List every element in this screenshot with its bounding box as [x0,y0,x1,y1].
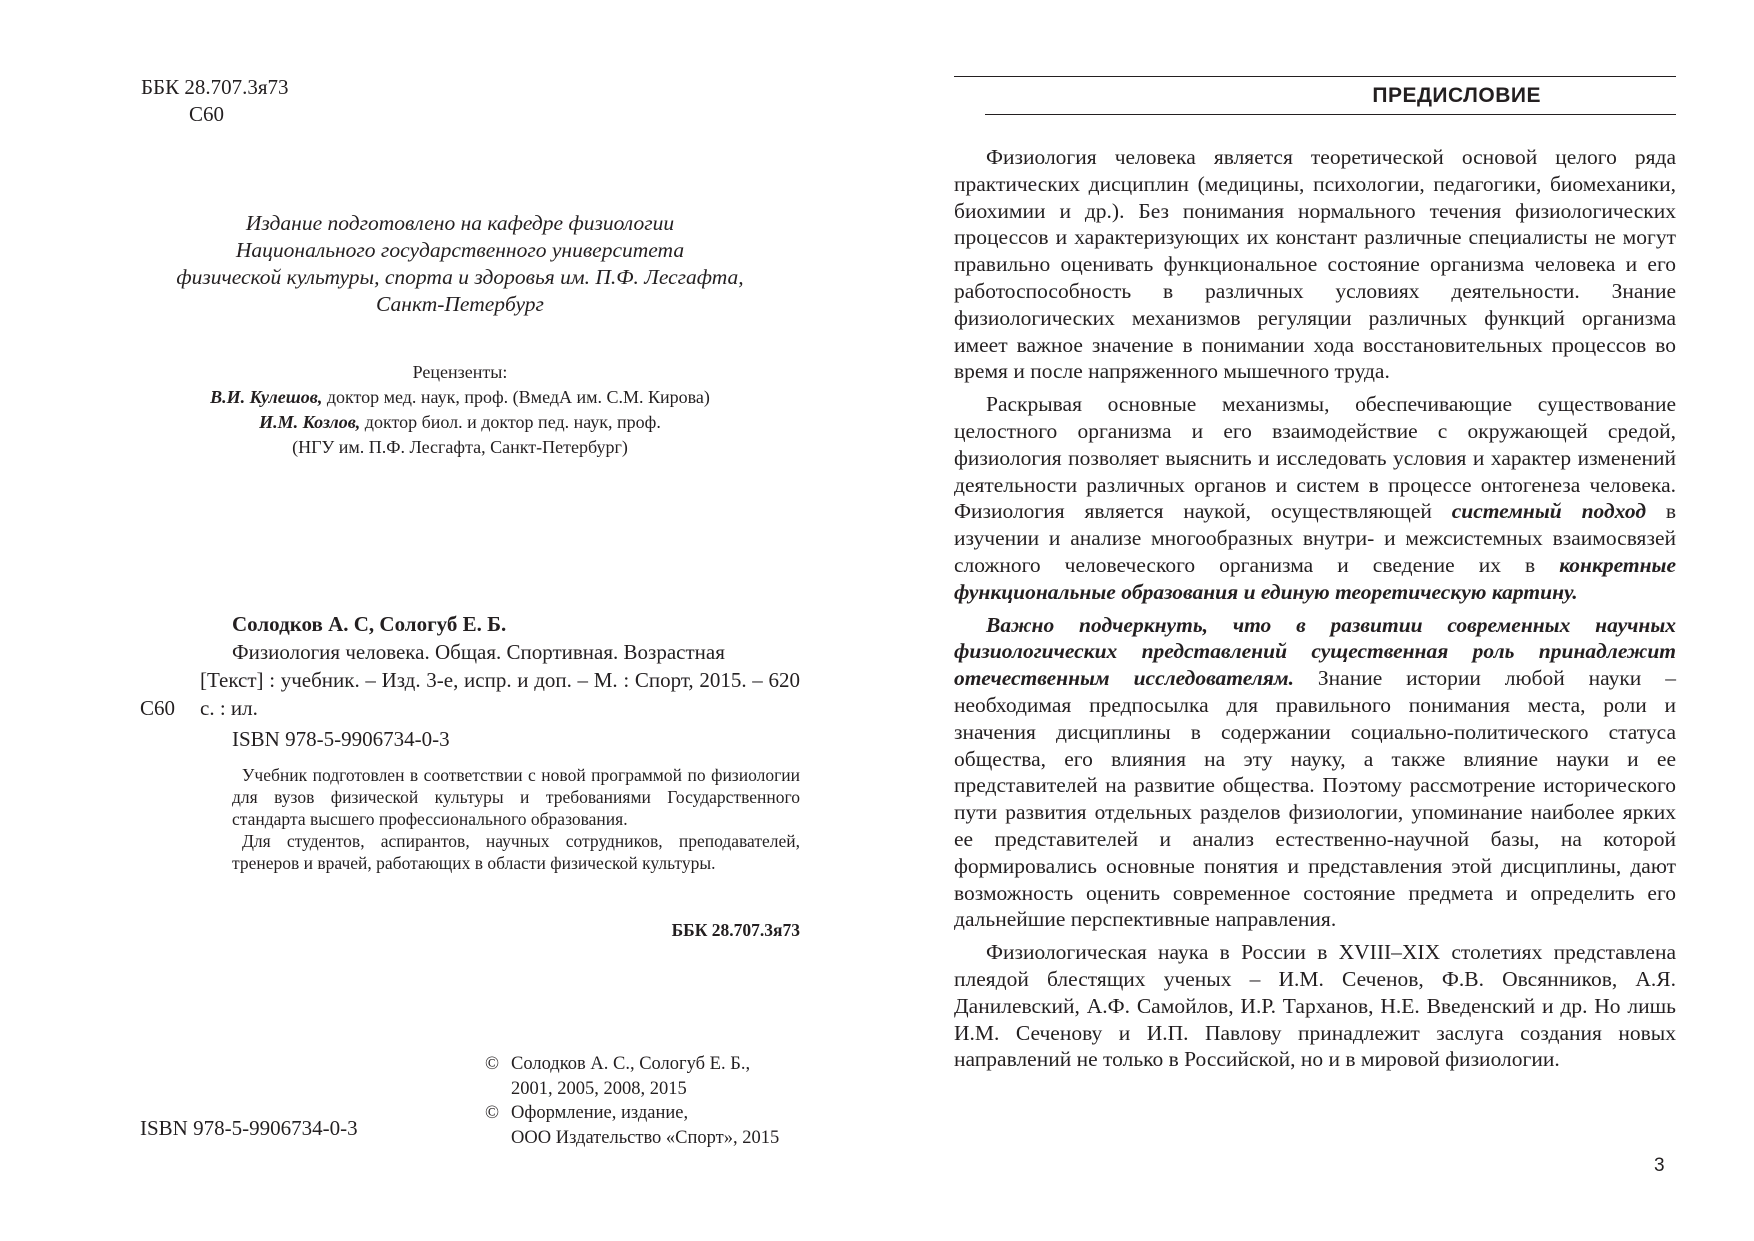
paragraph [954,612,1676,934]
copyright-block [485,1052,779,1150]
heading-rule [985,114,1676,115]
emphasis-text: системный подход [1451,499,1647,524]
prepared-line: Национального государственного университета [235,238,685,262]
card-description-block [140,638,800,722]
card-description [140,638,800,722]
section-heading: ПРЕДИСЛОВИЕ [1372,84,1541,107]
catalog-card [140,610,800,941]
bbk-header [141,74,289,128]
copyright-design: Оформление, издание, [511,1103,689,1123]
isbn-bottom: ISBN 978-5-9906734-0-3 [140,1116,358,1140]
top-rule [954,76,1676,77]
reviewer-2-info: доктор биол. и доктор пед. наук, проф. [360,412,661,432]
reviewer-1 [130,385,790,410]
reviewer-1-info: доктор мед. наук, проф. (ВмедА им. С.М. Кирова) [322,387,710,407]
prepared-line: физической культуры, спорта и здоровья им. П.Ф. Лесгафта, [176,265,744,289]
copyright-icon: © [485,1103,500,1123]
annotation-paragraph: Учебник подготовлен в соответствии с новой программой по физиологии для вузов физической культуры и требованиями Государственного стандарта высшего профессионального образования. [232,765,800,829]
emphasis-text: конкретные функциональные образования и единую теоретическую картину. [954,552,1676,604]
card-title-line: Физиология человека. Общая. Спортивная. Возрастная [232,640,725,664]
right-page [877,0,1754,1241]
emphasis-text: Важно подчеркнуть, что в развитии современных научных физиологических представлений существенная роль принадлежит отечественным исследователям. [954,612,1676,691]
reviewer-2-affiliation: (НГУ им. П.Ф. Лесгафта, Санкт-Петербург) [292,437,628,457]
bbk-index: ББК 28.707.3я73 [141,75,289,99]
paragraph-text: Знание истории любой науки – необходимая предпосылка для правильного понимания места, роли и значения дисциплины в содержании социально-политического статуса общества, его влияния на эту науку, а также влияние науки и ее представителей на развитие общества. Поэтому рассмотрение исторического пути развития отдельных разделов физиологии, упоминание наиболее ярких ее представителей и анализ естественно-научной базы, на которой формировались основные понятия и представления этой дисциплины, дают возможность оценить современное состояние предмета и определить его дальнейшие перспективные направления. [954,666,1676,932]
prepared-line: Санкт-Петербург [376,292,544,316]
card-code: С60 [140,696,176,720]
card-imprint: [Текст] : учебник. – Изд. 3-е, испр. и доп. – М. : Спорт, 2015. – 620 с. : ил. [200,668,800,720]
copyright-publisher: ООО Издательство «Спорт», 2015 [511,1127,780,1148]
paragraph: Физиологическая наука в России в XVIII–XIX столетиях представлена плеядой блестящих ученых – И.М. Сеченов, Ф.В. Овсянников, А.Я. Данилевский, А.Ф. Самойлов, И.Р. Тарханов, Н.Е. Введенский и др. Но лишь И.М. Сеченову и И.П. Павлову принадлежит заслуга создания новых направлений не только в Российской, но и в мировой физиологии. [954,940,1676,1072]
copyright-row [485,1052,779,1077]
copyright-row [485,1101,779,1126]
reviewers-block [130,360,790,460]
reviewer-2 [130,410,790,435]
card-authors: Солодков А. С, Сологуб Е. Б. [232,612,507,636]
preface-text [954,144,1676,1079]
card-bbk: ББК 28.707.3я73 [671,920,800,940]
card-annotation [140,764,800,874]
page-number: 3 [1654,1155,1665,1176]
author-code: С60 [189,102,225,126]
copyright-icon: © [485,1054,500,1074]
reviewers-title: Рецензенты: [412,362,508,382]
copyright-years: 2001, 2005, 2008, 2015 [511,1078,687,1099]
reviewer-2-name: И.М. Козлов, [259,412,361,432]
paragraph-text: в изучении и анализе многообразных внутри- и межсистемных взаимосвязей сложного человеческого организма и сведение их в [954,499,1677,577]
paragraph [954,391,1676,605]
prepared-by-note [130,210,790,318]
annotation-paragraph: Для студентов, аспирантов, научных сотрудников, преподавателей, тренеров и врачей, работающих в области физической культуры. [232,831,800,873]
reviewer-1-name: В.И. Кулешов, [210,387,323,407]
prepared-line: Издание подготовлено на кафедре физиологии [245,211,675,235]
paragraph-text: Раскрывая основные механизмы, обеспечивающие существование целостного организма и его взаимодействие с окружающей средой, физиология позволяет выяснить и исследовать условия и характер изменений деятельности различных органов и систем в процессе онтогенеза человека. Физиология является наукой, осуществляющей [954,392,1676,524]
card-isbn: ISBN 978-5-9906734-0-3 [232,727,450,751]
paragraph: Физиология человека является теоретической основой целого ряда практических дисциплин (медицины, психологии, педагогики, биомеханики, биохимии и др.). Без понимания нормального течения физиологических процессов и характеризующих их констант различные специалисты не могут правильно оценивать функциональное состояние организма человека и его работоспособность в различных условиях деятельности. Знание физиологических механизмов регуляции различных функций организма имеет важное значение в понимании хода восстановительных процессов во время и после напряженного мышечного труда. [954,145,1676,384]
copyright-authors: Солодков А. С., Сологуб Е. Б., [511,1054,751,1074]
